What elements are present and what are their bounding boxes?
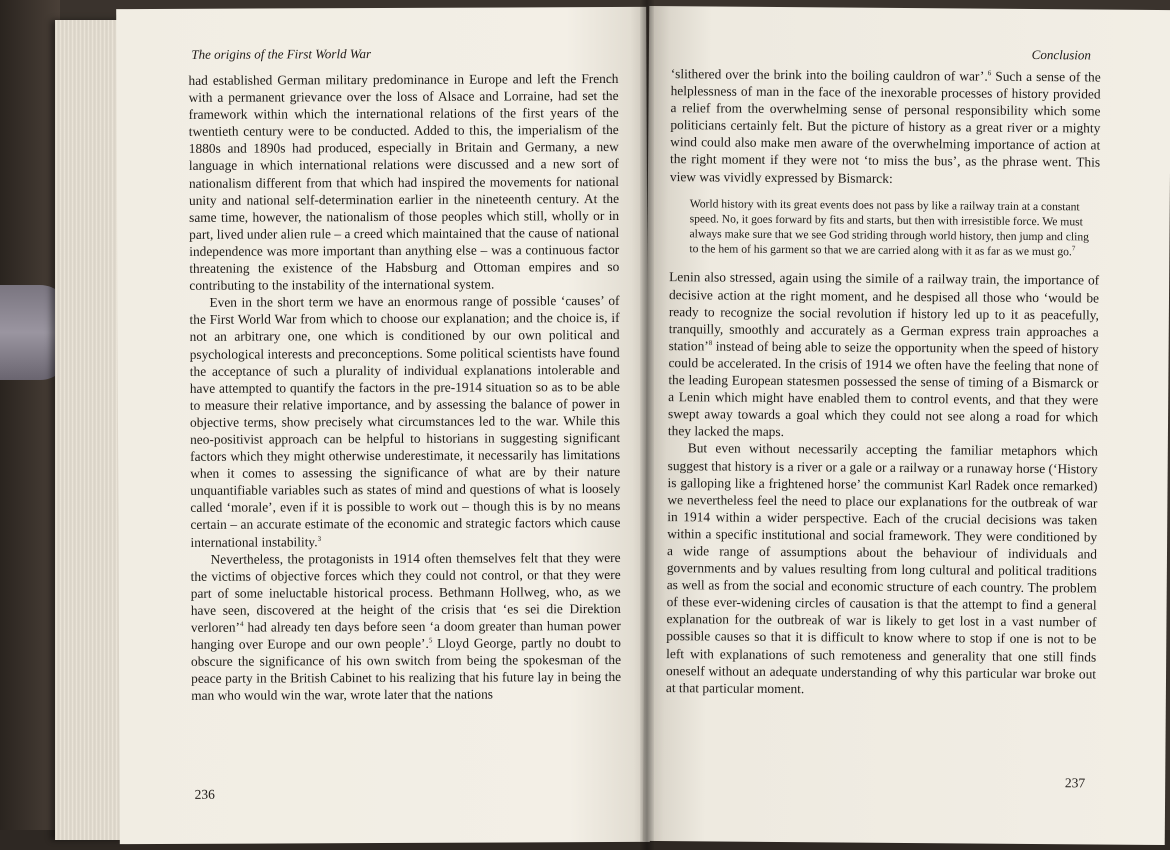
book-gutter — [640, 0, 654, 850]
running-head-right: Conclusion — [1031, 46, 1091, 63]
left-page-body — [188, 70, 621, 704]
right-page — [643, 6, 1170, 845]
block-quote: World history with its great events does not pass by like a railway train at a constant speed. No, it goes forward by fits and starts, but then with irresistible force. We must always make sure that we see God striding through world history, then jump and cling to the hem of his garment so that we are carried along with it as far as we must go.$^7$ — [689, 196, 1090, 259]
book-page-edges — [55, 20, 125, 840]
footnote-ref: 3 — [317, 534, 322, 543]
paragraph: Lenin also stressed, again using the simile of a railway train, the importance of decisive action at the right moment, and he despised all those who ‘would be ready to recognize the social revolution if history led up to it as peacefully, tranquilly, smoothly and accurately as a German express train approaches a station’$^8$ instead of being able to seize the opportunity when the speed of history could be accelerated. In the crisis of 1914 we often have the feeling that none of the leading European statesmen possessed the sense of timing of a Bismarck or a Lenin which might have enabled them to control events, and that they were swept away towards a goal which they could not see along a road for which they lacked the maps. — [667, 269, 1100, 440]
right-page-body — [666, 65, 1101, 699]
footnote-ref: 7 — [1071, 244, 1076, 253]
paragraph: ‘slithered over the brink into the boiling cauldron of war’.$^6$ Such a sense of the helplessness of man in the face of the inexorable processes of history provided a relief from the overwhelming sense of personal responsibility which some politicians certainly felt. But the picture of history as a great river or a mighty wind could also make men aware of the overwhelming importance of action at the right moment if they were not ‘to miss the bus’, as the phrase went. This view was vividly expressed by Bismarck: — [669, 66, 1101, 186]
footnote-ref: 4 — [239, 620, 244, 629]
footnote-ref: 8 — [708, 338, 713, 347]
paragraph: But even without necessarily accepting the familiar metaphors which suggest that history is a river or a gale or a railway or a runaway horse (‘History is galloping like a frightened horse’ the communist Karl Radek once remarked) we nevertheless feel the need to place our explanations for the outbreak of war in 1914 within a wider perspective. Each of the crucial decisions was taken within a specific institutional and social framework. They were conditioned by a wide range of assumptions about the behaviour of individuals and governments and by values resulting from long cultural and political traditions as well as from the social and economic structure of each country. The problem of these ever-widening circles of causation is that the attempt to find a general explanation for the outbreak of war is likely to get lost in a vast number of possible causes so that it is difficult to know where to stop if one is not to be left with explanations of such remoteness and generality that one still finds oneself without an adequate understanding of why this particular war broke out at that particular moment. — [665, 440, 1098, 696]
page-number-left: 236 — [194, 786, 215, 802]
background-left — [0, 0, 60, 850]
paragraph: Nevertheless, the protagonists in 1914 often themselves felt that they were the victims of objective forces which they could not control, or that they were part of some ineluctable historical process. Bethmann Hollweg, who, as we have seen, discovered at the height of the crisis that ‘es sei die Direktion verloren’$^4$ had already ten days before seen ‘a doom greater than human power hanging over Europe and our own people’.$^5$ Lloyd George, partly no doubt to obscure the significance of his own switch from being the spokesman of the peace party in the British Cabinet to his realizing that his future lay in being the man who would win the war, wrote later that the nations — [190, 549, 622, 704]
footnote-ref: 6 — [987, 69, 992, 78]
footnote-ref: 5 — [428, 636, 433, 645]
left-page — [116, 7, 650, 844]
paragraph: had established German military predominance in Europe and left the French with a permanent grievance over the loss of Alsace and Lorraine, had set the framework within which the international relations of the first years of the twentieth century were to be conducted. Added to this, the imperialism of the 1880s and 1890s had produced, especially in Britain and Germany, a new language in which international relations were discussed and a new sort of nationalism different from that which had inspired the movements for national unity and national self-determination earlier in the nineteenth century. At the same time, however, the nationalism of those peoples which still, wholly or in part, lived under alien rule – a creed which maintained that the cause of national independence was more important than anything else – was a continuous factor threatening the existence of the Habsburg and Ottoman empires and so contributing to the instability of the international system. — [188, 70, 620, 293]
running-head-left: The origins of the First World War — [191, 46, 372, 62]
page-number-right: 237 — [1064, 775, 1086, 791]
paragraph: Even in the short term we have an enormous range of possible ‘causes’ of the First World War from which to choose our explanation; and the choice is, if not an arbitrary one, one which is conditioned by our own political and psychological interests and preconceptions. Some political scientists have found the acceptance of such a plurality of individual explanations intolerable and have attempted to quantify the factors in the pre-1914 situation so as to be able to measure their relative importance, and by assessing the balance of power in objective terms, show precisely what circumstances led to the war. While this neo-positivist approach can be helpful to historians in suggesting significant factors which they might otherwise underestimate, it necessarily has limitations when it comes to assessing the significance of what are by their nature unquantifiable variables such as states of mind and questions of what is loosely called ‘morale’, even if it is possible to work out – though this is by no means certain – an accurate estimate of the economic and strategic factors which cause international instability.$^3$ — [189, 293, 621, 550]
